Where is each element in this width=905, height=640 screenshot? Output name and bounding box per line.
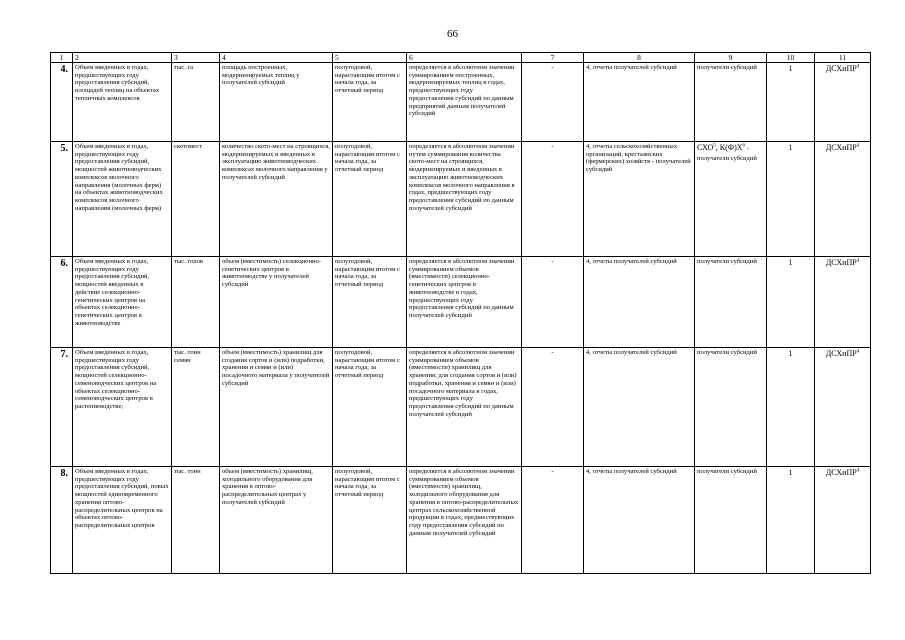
data-source: 4, отчеты получателей субсидий — [584, 467, 695, 574]
footnote-mark: 4 — [856, 258, 860, 264]
responsible: получатели субсидий — [695, 348, 767, 467]
row-number: 5. — [51, 142, 73, 257]
responsible-part: , К(Ф)Х — [715, 143, 743, 152]
indicator-name: Объем введенных в годах, предшествующих году предоставления субсидий, мощностей животноводческих комплексов молочного направления (молочных ферм) на объектах животноводческих комплексов молочного направления (молочных ферм) — [73, 142, 172, 257]
column-10-value: 1 — [767, 467, 815, 574]
unit: тыс. тонн — [172, 467, 220, 574]
definition: объем (вместимость) хранилищ для создания сортов и (или) подработки, хранения и семян и (или) посадочного материала у получателей субсидий — [220, 348, 333, 467]
responsible-part: - получатели субсидий — [697, 145, 757, 162]
row-number: 4. — [51, 63, 73, 142]
department-cell — [815, 348, 871, 467]
column-7-value: - — [522, 257, 584, 348]
header-cell: 4 — [220, 53, 333, 63]
row-number: 7. — [51, 348, 73, 467]
indicator-name: Объем введенных в годах, предшествующих году предоставления субсидий, мощностей селекционно-семеноводческих центров на объектах селекционно-семеноводческих центров в растениеводстве; — [73, 348, 172, 467]
department: ДСХиПР — [825, 64, 857, 73]
footnote-mark: 4 — [856, 349, 860, 355]
calculation-method: определяется в абсолютном значении суммированием построенных, модернизируемых теплиц в годах, предшествующих году предоставления субсидий по данным предприятий данным получателей субсидий — [407, 63, 522, 142]
table-row — [51, 63, 871, 142]
calculation-method: определяется в абсолютном значении суммированием объемов (вместимости) хранилищ, холодильного оборудования для хранения в оптово-распределительных центрах сельскохозяйственной продукции в годах, предшествующих году предоставления субсидий по данным получателей субсидий — [407, 467, 522, 574]
responsible: получатели субсидий — [695, 257, 767, 348]
header-cell: 7 — [522, 53, 584, 63]
table-row — [51, 257, 871, 348]
header-cell: 8 — [584, 53, 695, 63]
header-cell: 5 — [333, 53, 407, 63]
department-cell — [815, 257, 871, 348]
responsible: получатели субсидий — [695, 63, 767, 142]
periodicity: полугодовой, нарастающим итогом с начала года, за отчетный период — [333, 142, 407, 257]
responsible-part: СХО — [697, 143, 714, 152]
department-cell — [815, 63, 871, 142]
footnote-mark: 5 — [713, 143, 716, 149]
data-source: 4, отчеты сельскохозяйственных организаций, крестьянских (фермерских) хозяйств - получателей субсидий — [584, 142, 695, 257]
calculation-method: определяется в абсолютном значении суммированием объемов (вместимости) селекционно-генетических центров в животноводстве в годах, предшествующих году предоставления субсидий по данным получателей субсидий — [407, 257, 522, 348]
header-cell: 6 — [407, 53, 522, 63]
indicator-name: Объем введенных в годах, предшествующих году предоставления субсидий, мощностей введенных в действие селекционно-генетических центров на объектах селекционно-генетических центров в животноводстве — [73, 257, 172, 348]
footnote-mark: 4 — [856, 468, 860, 474]
indicators-table — [50, 52, 871, 574]
column-10-value: 1 — [767, 348, 815, 467]
definition: объем (вместимость) хранилищ, холодильного оборудования для хранения в оптово-распределительных центрах у получателей субсидий — [220, 467, 333, 574]
department: ДСХиПР — [825, 349, 857, 358]
header-cell: 2 — [73, 53, 172, 63]
column-7-value: - — [522, 348, 584, 467]
department: ДСХиПР — [825, 468, 857, 477]
unit: тыс. голов — [172, 257, 220, 348]
page-number: 66 — [447, 28, 458, 40]
header-cell: 9 — [695, 53, 767, 63]
column-10-value: 1 — [767, 63, 815, 142]
definition: площадь построенных, модернизируемых теплиц у получателей субсидий — [220, 63, 333, 142]
header-cell: 10 — [767, 53, 815, 63]
department: ДСХиПР — [825, 143, 857, 152]
unit: тыс. тонн семян — [172, 348, 220, 467]
indicator-name: Объем введенных в годах, предшествующих году предоставления субсидий, площадей теплиц на объектах тепличных комплексов — [73, 63, 172, 142]
calculation-method: определяется в абсолютном значении путем суммирования количества ското-мест на строящихся, модернизируемых и введенных в эксплуатацию животноводческих комплексов молочного направления в годах, предшествующих году предоставления субсидий по данным получателей субсидий — [407, 142, 522, 257]
data-source: 4, отчеты получателей субсидий — [584, 348, 695, 467]
definition: количество ското-мест на строящихся, модернизируемых и введенных в эксплуатацию животноводческих комплексах молочного направления у получателей субсидий — [220, 142, 333, 257]
footnote-mark: 6 — [742, 143, 746, 149]
column-7-value: - — [522, 467, 584, 574]
column-10-value: 1 — [767, 257, 815, 348]
header-cell: 11 — [815, 53, 871, 63]
department-cell — [815, 467, 871, 574]
data-source: 4, отчеты получателей субсидий — [584, 257, 695, 348]
data-source: 4, отчеты получателей субсидий — [584, 63, 695, 142]
department-cell — [815, 142, 871, 257]
responsible-cell — [695, 142, 767, 257]
department: ДСХиПР — [825, 258, 857, 267]
responsible: получатели субсидий — [695, 467, 767, 574]
header-cell: 3 — [172, 53, 220, 63]
periodicity: полугодовой, нарастающим итогом с начала года, за отчетный период — [333, 467, 407, 574]
header-cell: 1 — [51, 53, 73, 63]
table-row — [51, 142, 871, 257]
periodicity: полугодовой, нарастающим итогом с начала года, за отчетный период — [333, 348, 407, 467]
row-number: 8. — [51, 467, 73, 574]
column-10-value: 1 — [767, 142, 815, 257]
definition: объем (вместимость) селекционно-генетических центров в животноводстве у получателей субсидий — [220, 257, 333, 348]
table-row — [51, 348, 871, 467]
column-7-value: - — [522, 63, 584, 142]
column-7-value: - — [522, 142, 584, 257]
unit: тыс. га — [172, 63, 220, 142]
periodicity: полугодовой, нарастающим итогом с начала года, за отчетный период — [333, 63, 407, 142]
unit: скотомест — [172, 142, 220, 257]
periodicity: полугодовой, нарастающим итогом с начала года, за отчетный период — [333, 257, 407, 348]
footnote-mark: 4 — [856, 64, 860, 70]
indicator-name: Объем введенных в годах, предшествующих году предоставления субсидий, новых мощностей единовременного хранения оптово-распределительных центров на объектах оптово-распределительных центров — [73, 467, 172, 574]
calculation-method: определяется в абсолютном значении суммированием объемов (вместимости) хранилищ для хранения, для создания сортов и (или) подработки, хранения и семян и (или) посадочного материала в годах, предшествующих году предоставления субсидий по данным получателей субсидий — [407, 348, 522, 467]
footnote-mark: 4 — [856, 143, 860, 149]
header-row — [51, 53, 871, 63]
row-number: 6. — [51, 257, 73, 348]
table-row — [51, 467, 871, 574]
